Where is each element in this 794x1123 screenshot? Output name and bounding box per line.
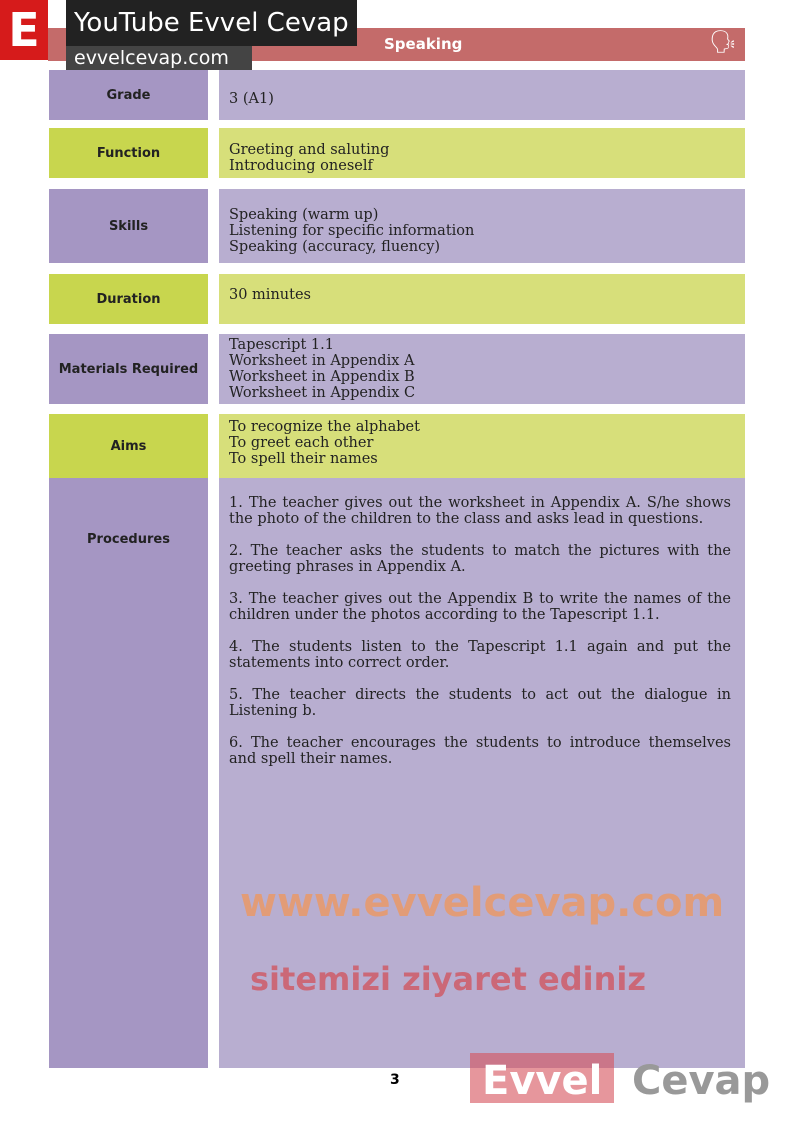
- section-title: Speaking: [384, 35, 463, 53]
- line: Introducing oneself: [229, 158, 373, 174]
- watermark: www.evvelcevap.com: [240, 880, 725, 926]
- procedure-step: 1. The teacher gives out the worksheet in Appendix A. S/he shows the photo of the children to the class and asks lead in questions.: [229, 495, 731, 527]
- function-value: [219, 128, 745, 178]
- line: Speaking (accuracy, fluency): [229, 239, 441, 255]
- duration-label: Duration: [49, 274, 208, 324]
- youtube-banner: YouTube Evvel Cevap: [66, 0, 357, 46]
- evvelcevap-logo: E: [0, 0, 48, 60]
- grade-label: Grade: [49, 70, 208, 120]
- function-label: Function: [49, 128, 208, 178]
- page-number: 3: [390, 1072, 400, 1088]
- line: Worksheet in Appendix C: [229, 385, 416, 401]
- procedures-label: Procedures: [49, 478, 208, 1068]
- aims-value: [219, 414, 745, 478]
- line: Worksheet in Appendix A: [229, 353, 415, 369]
- procedures-value: [219, 478, 745, 1068]
- line: Speaking (warm up): [229, 207, 379, 223]
- line: Greeting and saluting: [229, 142, 390, 158]
- site-banner: evvelcevap.com: [66, 46, 252, 70]
- line: To greet each other: [229, 435, 374, 451]
- duration-value: 30 minutes: [219, 274, 745, 324]
- line: To spell their names: [229, 451, 378, 467]
- procedure-step: 5. The teacher directs the students to act out the dialogue in Listening b.: [229, 687, 731, 719]
- line: To recognize the alphabet: [229, 419, 420, 435]
- aims-label: Aims: [49, 414, 208, 478]
- grade-value: 3 (A1): [219, 70, 745, 120]
- line: Listening for specific information: [229, 223, 475, 239]
- procedure-step: 2. The teacher asks the students to match the pictures with the greeting phrases in Appendix A.: [229, 543, 731, 575]
- line: Tapescript 1.1: [229, 337, 334, 353]
- materials-label: Materials Required: [49, 334, 208, 404]
- procedure-step: 4. The students listen to the Tapescript 1.1 again and put the statements into correct order.: [229, 639, 731, 671]
- watermark-secondary: sitemizi ziyaret ediniz: [250, 960, 646, 998]
- materials-value: [219, 334, 745, 404]
- procedure-step: 3. The teacher gives out the Appendix B to write the names of the children under the photos according to the Tapescript 1.1.: [229, 591, 731, 623]
- line: Worksheet in Appendix B: [229, 369, 415, 385]
- brand-logo-left: Evvel: [470, 1053, 614, 1103]
- procedure-step: 6. The teacher encourages the students to introduce themselves and spell their names.: [229, 735, 731, 767]
- brand-logo-right: Cevap: [632, 1058, 771, 1104]
- skills-label: Skills: [49, 189, 208, 263]
- speaking-head-icon: 🗣: [709, 30, 737, 55]
- skills-value: [219, 189, 745, 263]
